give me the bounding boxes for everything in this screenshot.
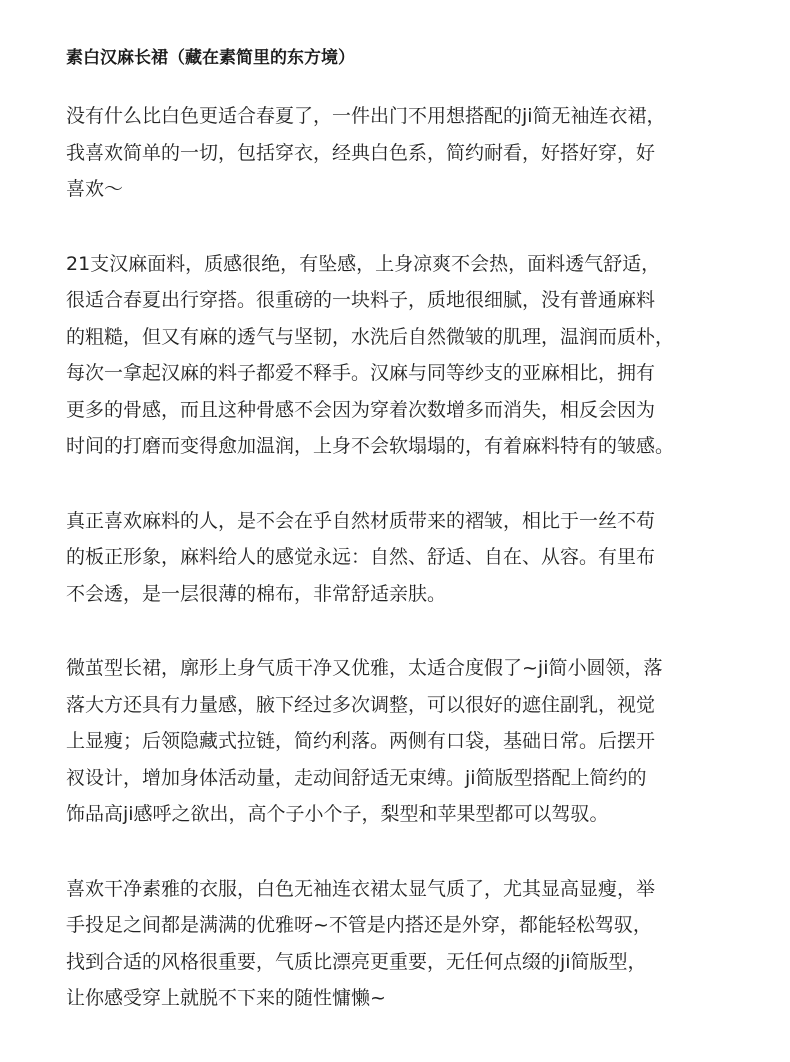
paragraph-line: 找到合适的风格很重要，气质比漂亮更重要，无任何点缀的ji简版型， (66, 950, 647, 973)
article (66, 44, 736, 1055)
paragraph-line: 不会透，是一层很薄的棉布，非常舒适亲肤。 (66, 582, 447, 605)
paragraph-line: 落大方还具有力量感，腋下经过多次调整，可以很好的遮住副乳，视觉 (66, 693, 656, 716)
paragraph-line: 喜欢干净素雅的衣服，白色无袖连衣裙太显气质了，尤其显高显瘦，举 (66, 877, 656, 900)
paragraph-line: 时间的打磨而变得愈加温润，上身不会软塌塌的，有着麻料特有的皱感。 (66, 435, 675, 457)
paragraph-5 (66, 871, 736, 1017)
paragraph-line: 很适合春夏出行穿搭。很重磅的一块料子，质地很细腻，没有普通麻料 (66, 289, 656, 311)
paragraph-line: 我喜欢简单的一切，包括穿衣，经典白色系，简约耐看，好搭好穿，好 (66, 141, 656, 164)
paragraph-3 (66, 503, 736, 613)
paragraph-4 (66, 650, 736, 833)
paragraph-line: 更多的骨感，而且这种骨感不会因为穿着次数增多而消失，相反会因为 (66, 398, 656, 421)
paragraph-line: 让你感受穿上就脱不下来的随性慵懒~ (66, 987, 386, 1009)
paragraph-line: 饰品高ji感呼之欲出，高个子小个子，梨型和苹果型都可以驾驭。 (66, 803, 609, 825)
paragraph-line: 上显瘦；后领隐藏式拉链，简约利落。两侧有口袋，基础日常。后摆开 (66, 730, 656, 752)
paragraph-1 (66, 98, 736, 208)
paragraph-line: 21支汉麻面料，质感很绝，有坠感，上身凉爽不会热，面料透气舒适， (66, 252, 661, 275)
paragraph-line: 的板正形象，麻料给人的感觉永远：自然、舒适、自在、从容。有里布 (66, 546, 656, 568)
paragraph-line: 没有什么比白色更适合春夏了，一件出门不用想搭配的ji简无袖连衣裙， (66, 105, 666, 127)
paragraph-2 (66, 246, 736, 465)
paragraph-line: 喜欢～ (66, 178, 124, 200)
paragraph-line: 微茧型长裙，廓形上身气质干净又优雅，太适合度假了~ji简小圆领，落 (66, 657, 663, 679)
paragraph-line: 的粗糙，但又有麻的透气与坚韧，水洗后自然微皱的肌理，温润而质朴， (66, 325, 675, 348)
article-title: 素白汉麻长裙（藏在素简里的东方境） (66, 48, 355, 68)
paragraph-line: 手投足之间都是满满的优雅呀~不管是内搭还是外穿，都能轻松驾驭， (66, 914, 652, 936)
paragraph-line: 真正喜欢麻料的人，是不会在乎自然材质带来的褶皱，相比于一丝不苟 (66, 509, 656, 532)
paragraph-line: 每次一拿起汉麻的料子都爱不释手。汉麻与同等纱支的亚麻相比，拥有 (66, 362, 656, 384)
paragraph-line: 衩设计，增加身体活动量，走动间舒适无束缚。ji简版型搭配上简约的 (66, 766, 647, 789)
